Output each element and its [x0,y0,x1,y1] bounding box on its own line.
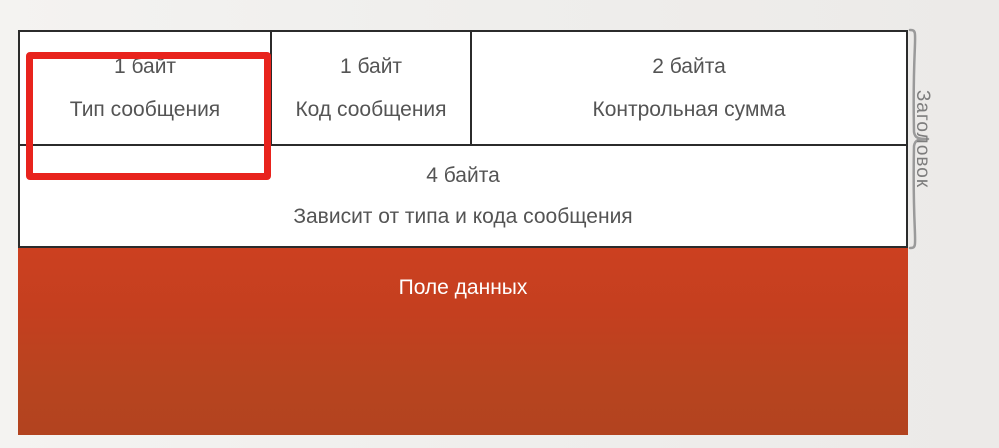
field-message-code-size: 1 байт [339,54,403,78]
field-checksum-size: 2 байта [652,54,726,78]
field-checksum[interactable] [470,32,906,144]
field-message-code-label: Код сообщения [295,98,447,121]
header-brace-caption: Заголовок [912,89,933,189]
data-field-block[interactable] [18,248,908,435]
field-variable-part-size: 4 байта [426,163,500,187]
field-message-type-label: Тип сообщения [69,98,221,121]
message-structure-diagram [18,30,908,435]
header-fields-row [20,32,906,146]
field-message-code[interactable] [270,32,470,144]
field-variable-part[interactable] [20,146,906,246]
field-checksum-label: Контрольная сумма [592,98,786,121]
header-block [18,30,908,248]
field-message-type[interactable] [20,32,270,144]
data-field-label: Поле данных [398,276,528,299]
field-variable-part-label: Зависит от типа и кода сообщения [293,205,633,228]
field-message-type-size: 1 байт [113,54,177,78]
